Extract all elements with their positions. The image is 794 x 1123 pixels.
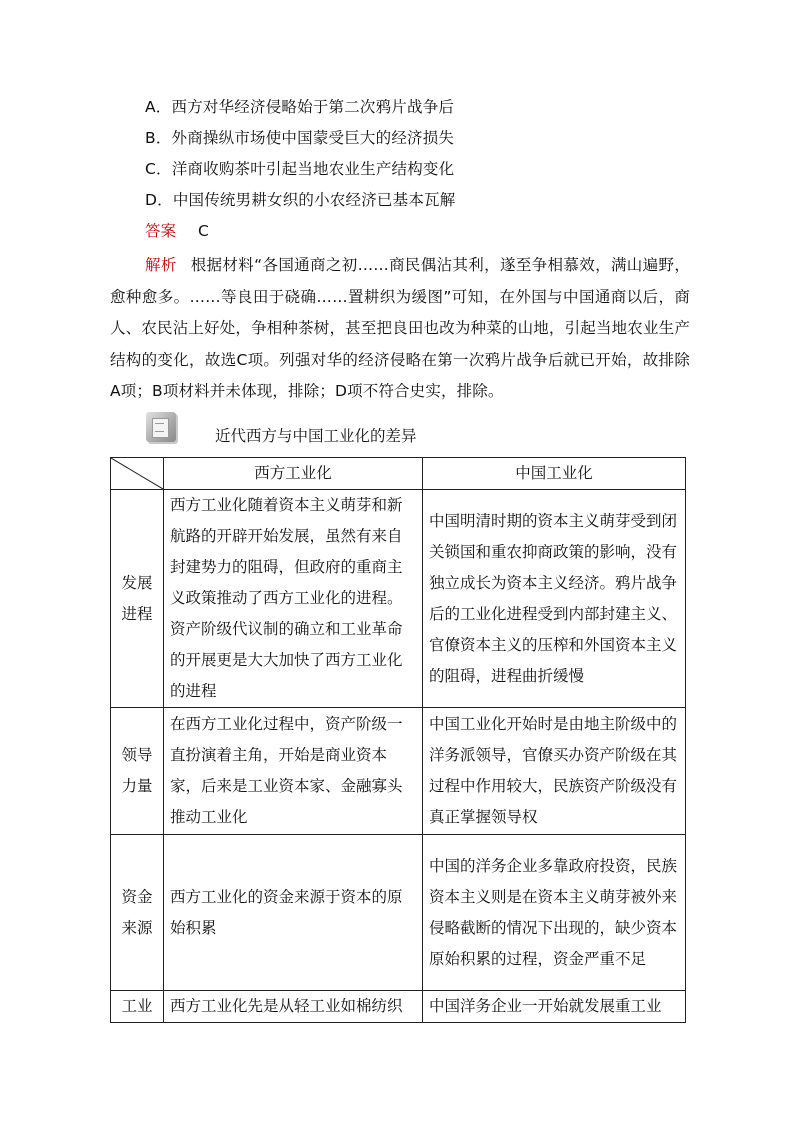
row-label-line: 发展 <box>121 573 153 592</box>
cell-west: 西方工业化的资金来源于资本的原始积累 <box>164 835 423 991</box>
cell-china: 中国明清时期的资本主义萌芽受到闭关锁国和重农抑商政策的影响，没有独立成长为资本主义经济。鸦片战争后的工业化进程受到内部封建主义、官僚资本主义的压榨和外国资本主义的阻碍，进程曲折缓慢 <box>423 490 686 708</box>
table-row <box>111 835 686 991</box>
row-label-line: 力量 <box>121 777 153 795</box>
table-row <box>111 490 686 708</box>
analysis-label: 解析 <box>145 256 177 274</box>
cell-west: 在西方工业化过程中，资产阶级一直扮演着主角，开始是商业资本家，后来是工业资本家、金融寡头推动工业化 <box>164 708 423 835</box>
cell-china: 中国工业化开始时是由地主阶级中的洋务派领导，官僚买办资产阶级在其过程中作用较大，民族资产阶级没有真正掌握领导权 <box>423 708 686 835</box>
row-label-line: 资金 <box>121 887 153 906</box>
row-label <box>111 835 164 991</box>
option-d: D．中国传统男耕女织的小农经济已基本瓦解 <box>145 191 456 209</box>
row-label <box>111 991 164 1023</box>
header-china: 中国工业化 <box>423 458 686 490</box>
header-west: 西方工业化 <box>164 458 423 490</box>
cell-west: 西方工业化先是从轻工业如棉纺织 <box>164 991 423 1023</box>
row-label-line: 领导 <box>121 746 153 764</box>
table-row <box>111 708 686 835</box>
comparison-table <box>110 457 686 1023</box>
analysis-text: 根据材料“各国通商之初……商民偶沾其利，遂至争相慕效，满山遍野，愈种愈多。……等良田于硗确……置耕织为缓图”可知，在外国与中国通商以后，商人、农民沾上好处，争相种茶树，甚至把良田也改为种菜的山地，引起当地农业生产结构的变化，故选C项。列强对华的经济侵略在第一次鸦片战争后就已开始，故排除A项；B项材料并未体现，排除；D项不符合史实，排除。 <box>110 256 690 400</box>
cell-china: 中国洋务企业一开始就发展重工业 <box>423 991 686 1023</box>
answer-value: C <box>198 222 209 240</box>
table-corner-cell <box>111 458 164 490</box>
section-title: 近代西方与中国工业化的差异 <box>215 427 417 445</box>
cell-west: 西方工业化随着资本主义萌芽和新航路的开辟开始发展，虽然有来自封建势力的阻碍，但政府的重商主义政策推动了西方工业化的进程。资产阶级代议制的确立和工业革命的开展更是大大加快了西方工业化的进程 <box>164 490 423 708</box>
row-label <box>111 490 164 708</box>
diagonal-line <box>111 458 163 489</box>
row-label <box>111 708 164 835</box>
option-b: B．外商操纵市场使中国蒙受巨大的经济损失 <box>145 129 455 147</box>
notes-icon <box>146 412 176 442</box>
option-c: C．洋商收购茶叶引起当地农业生产结构变化 <box>145 160 455 178</box>
answer-line <box>145 221 209 241</box>
row-label-line: 进程 <box>121 604 153 623</box>
answer-label: 答案 <box>145 222 177 240</box>
row-label-line: 来源 <box>121 918 153 937</box>
row-label-line: 工业 <box>121 997 153 1015</box>
cell-china: 中国的洋务企业多靠政府投资，民族资本主义则是在资本主义萌芽被外来侵略截断的情况下出现的，缺少资本原始积累的过程，资金严重不足 <box>423 835 686 991</box>
option-a: A．西方对华经济侵略始于第二次鸦片战争后 <box>145 98 455 116</box>
table-header-row <box>111 458 686 490</box>
analysis-paragraph <box>110 250 690 408</box>
table-row <box>111 991 686 1023</box>
